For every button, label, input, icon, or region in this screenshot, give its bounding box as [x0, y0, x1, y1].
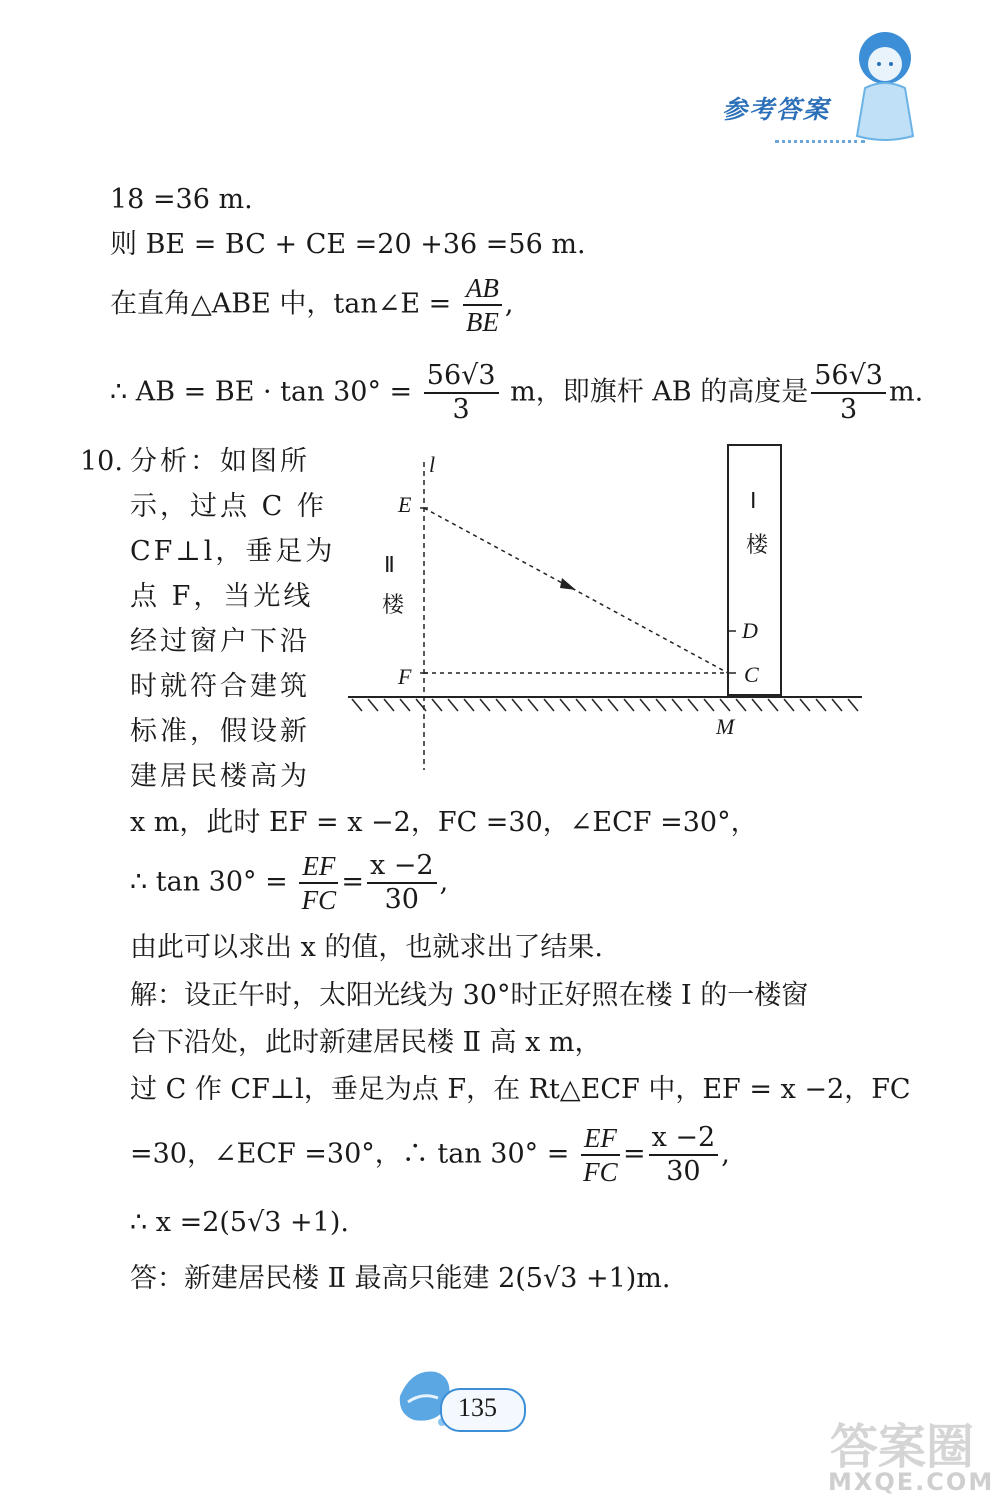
analysis-line: CF⊥l，垂足为 — [130, 536, 336, 567]
frac-den: FC — [301, 885, 337, 915]
header-girl-illustration — [835, 28, 935, 148]
sol-suffix: , — [721, 1138, 730, 1170]
ray-arrow — [560, 578, 576, 590]
frac-den: BE — [465, 307, 499, 337]
frac-den: 30 — [384, 884, 419, 915]
frac-den: 3 — [452, 394, 470, 425]
header-title: 参考答案 — [722, 95, 831, 124]
building-1 — [728, 445, 781, 695]
text-line-4 — [110, 360, 923, 426]
solution-equation: =30，∠ECF =30°，∴ tan 30° = $\frac{EF}{FC}$ = $\frac{x -2}{30}$ , — [130, 1122, 730, 1187]
analysis-line: 经过窗户下沿 — [130, 626, 310, 657]
fraction-56root3-3 — [424, 360, 499, 426]
sol-eq-prefix: =30，∠ECF =30°，∴ tan 30° = — [130, 1138, 570, 1170]
watermark-url: MXQE.COM — [828, 1468, 995, 1496]
analysis-block — [130, 444, 336, 795]
fraction-x2-30 — [367, 850, 437, 916]
label-building2: Ⅱ — [384, 552, 395, 577]
label-d: D — [742, 618, 758, 643]
text-conclusion: 由此可以求出 x 的值，也就求出了结果. — [130, 932, 603, 963]
text-line-1: 18 =36 m. — [110, 184, 253, 215]
analysis-line: 建居民楼高为 — [130, 761, 310, 792]
fraction-ef-fc — [299, 850, 338, 916]
page-number: 135 — [458, 1393, 497, 1422]
line4-mid: m，即旗杆 AB 的高度是 — [510, 376, 809, 408]
analysis-line: 点 F，当光线 — [130, 581, 314, 612]
fraction-56root3-3-b — [811, 360, 886, 426]
frac-num: 56√3 — [811, 360, 886, 394]
solution-line-2: 台下沿处，此时新建居民楼 Ⅱ 高 x m， — [130, 1027, 602, 1058]
label-m: M — [716, 714, 735, 739]
frac-den: FC — [583, 1157, 618, 1187]
line4-prefix: ∴ AB = BE · tan 30° = — [110, 376, 413, 408]
text-line-2: 则 BE = BC + CE =20 +36 =56 m. — [110, 229, 586, 260]
line3-suffix: , — [504, 288, 514, 320]
solution-line-1: 解：设正午时，太阳光线为 30°时正好照在楼 Ⅰ 的一楼窗 — [130, 980, 809, 1011]
tan-prefix: ∴ tan 30° = — [130, 866, 288, 898]
problem-number: 10. — [80, 446, 123, 477]
label-building1: Ⅰ — [750, 488, 757, 513]
text-line-tan: ∴ tan 30° = $\frac{EF}{FC}$ = $\frac{x -2}{30}$ , — [130, 850, 449, 915]
label-c: C — [744, 662, 759, 687]
label-building2-char: 楼 — [382, 592, 405, 617]
label-building1-char: 楼 — [746, 532, 769, 557]
label-e: E — [398, 492, 412, 517]
frac-num: EF — [299, 850, 338, 884]
fraction-ab-be — [463, 272, 502, 338]
answer-line: 答：新建居民楼 Ⅱ 最高只能建 2(5√3 +1)m. — [130, 1263, 671, 1294]
ground-hatching — [352, 699, 858, 711]
ray-ec — [424, 508, 728, 673]
header-underline — [775, 134, 865, 143]
text-line-x: x m，此时 EF = x −2，FC =30，∠ECF =30°， — [130, 807, 758, 838]
solution-line-3: 过 C 作 CF⊥l，垂足为点 F，在 Rt△ECF 中，EF = x −2，FC — [130, 1074, 911, 1105]
line4-suffix: m. — [888, 376, 924, 408]
frac-den: 3 — [840, 394, 858, 425]
frac-den: 30 — [666, 1156, 701, 1187]
fraction-ef-fc-2 — [581, 1122, 620, 1188]
tan-suffix: , — [439, 866, 449, 898]
analysis-line: 标准，假设新 — [130, 716, 310, 747]
analysis-line: 示，过点 C 作 — [130, 491, 327, 522]
label-f: F — [398, 664, 412, 689]
line3-prefix: 在直角△ABE 中，tan∠E = — [110, 288, 452, 320]
x-result: ∴ x =2(5√3 +1). — [130, 1207, 349, 1238]
text-line-3 — [110, 272, 513, 338]
frac-num: AB — [463, 272, 502, 306]
analysis-line: 分析：如图所 — [130, 446, 310, 477]
geometry-diagram — [340, 440, 870, 780]
frac-num: x −2 — [367, 850, 437, 884]
label-l: l — [429, 452, 436, 477]
frac-num: 56√3 — [424, 360, 499, 394]
fraction-x2-30-2 — [649, 1122, 719, 1188]
frac-num: EF — [581, 1122, 620, 1156]
frac-num: x −2 — [649, 1122, 719, 1156]
analysis-line: 时就符合建筑 — [130, 671, 310, 702]
watermark-brand: 答案圈 — [830, 1419, 975, 1475]
